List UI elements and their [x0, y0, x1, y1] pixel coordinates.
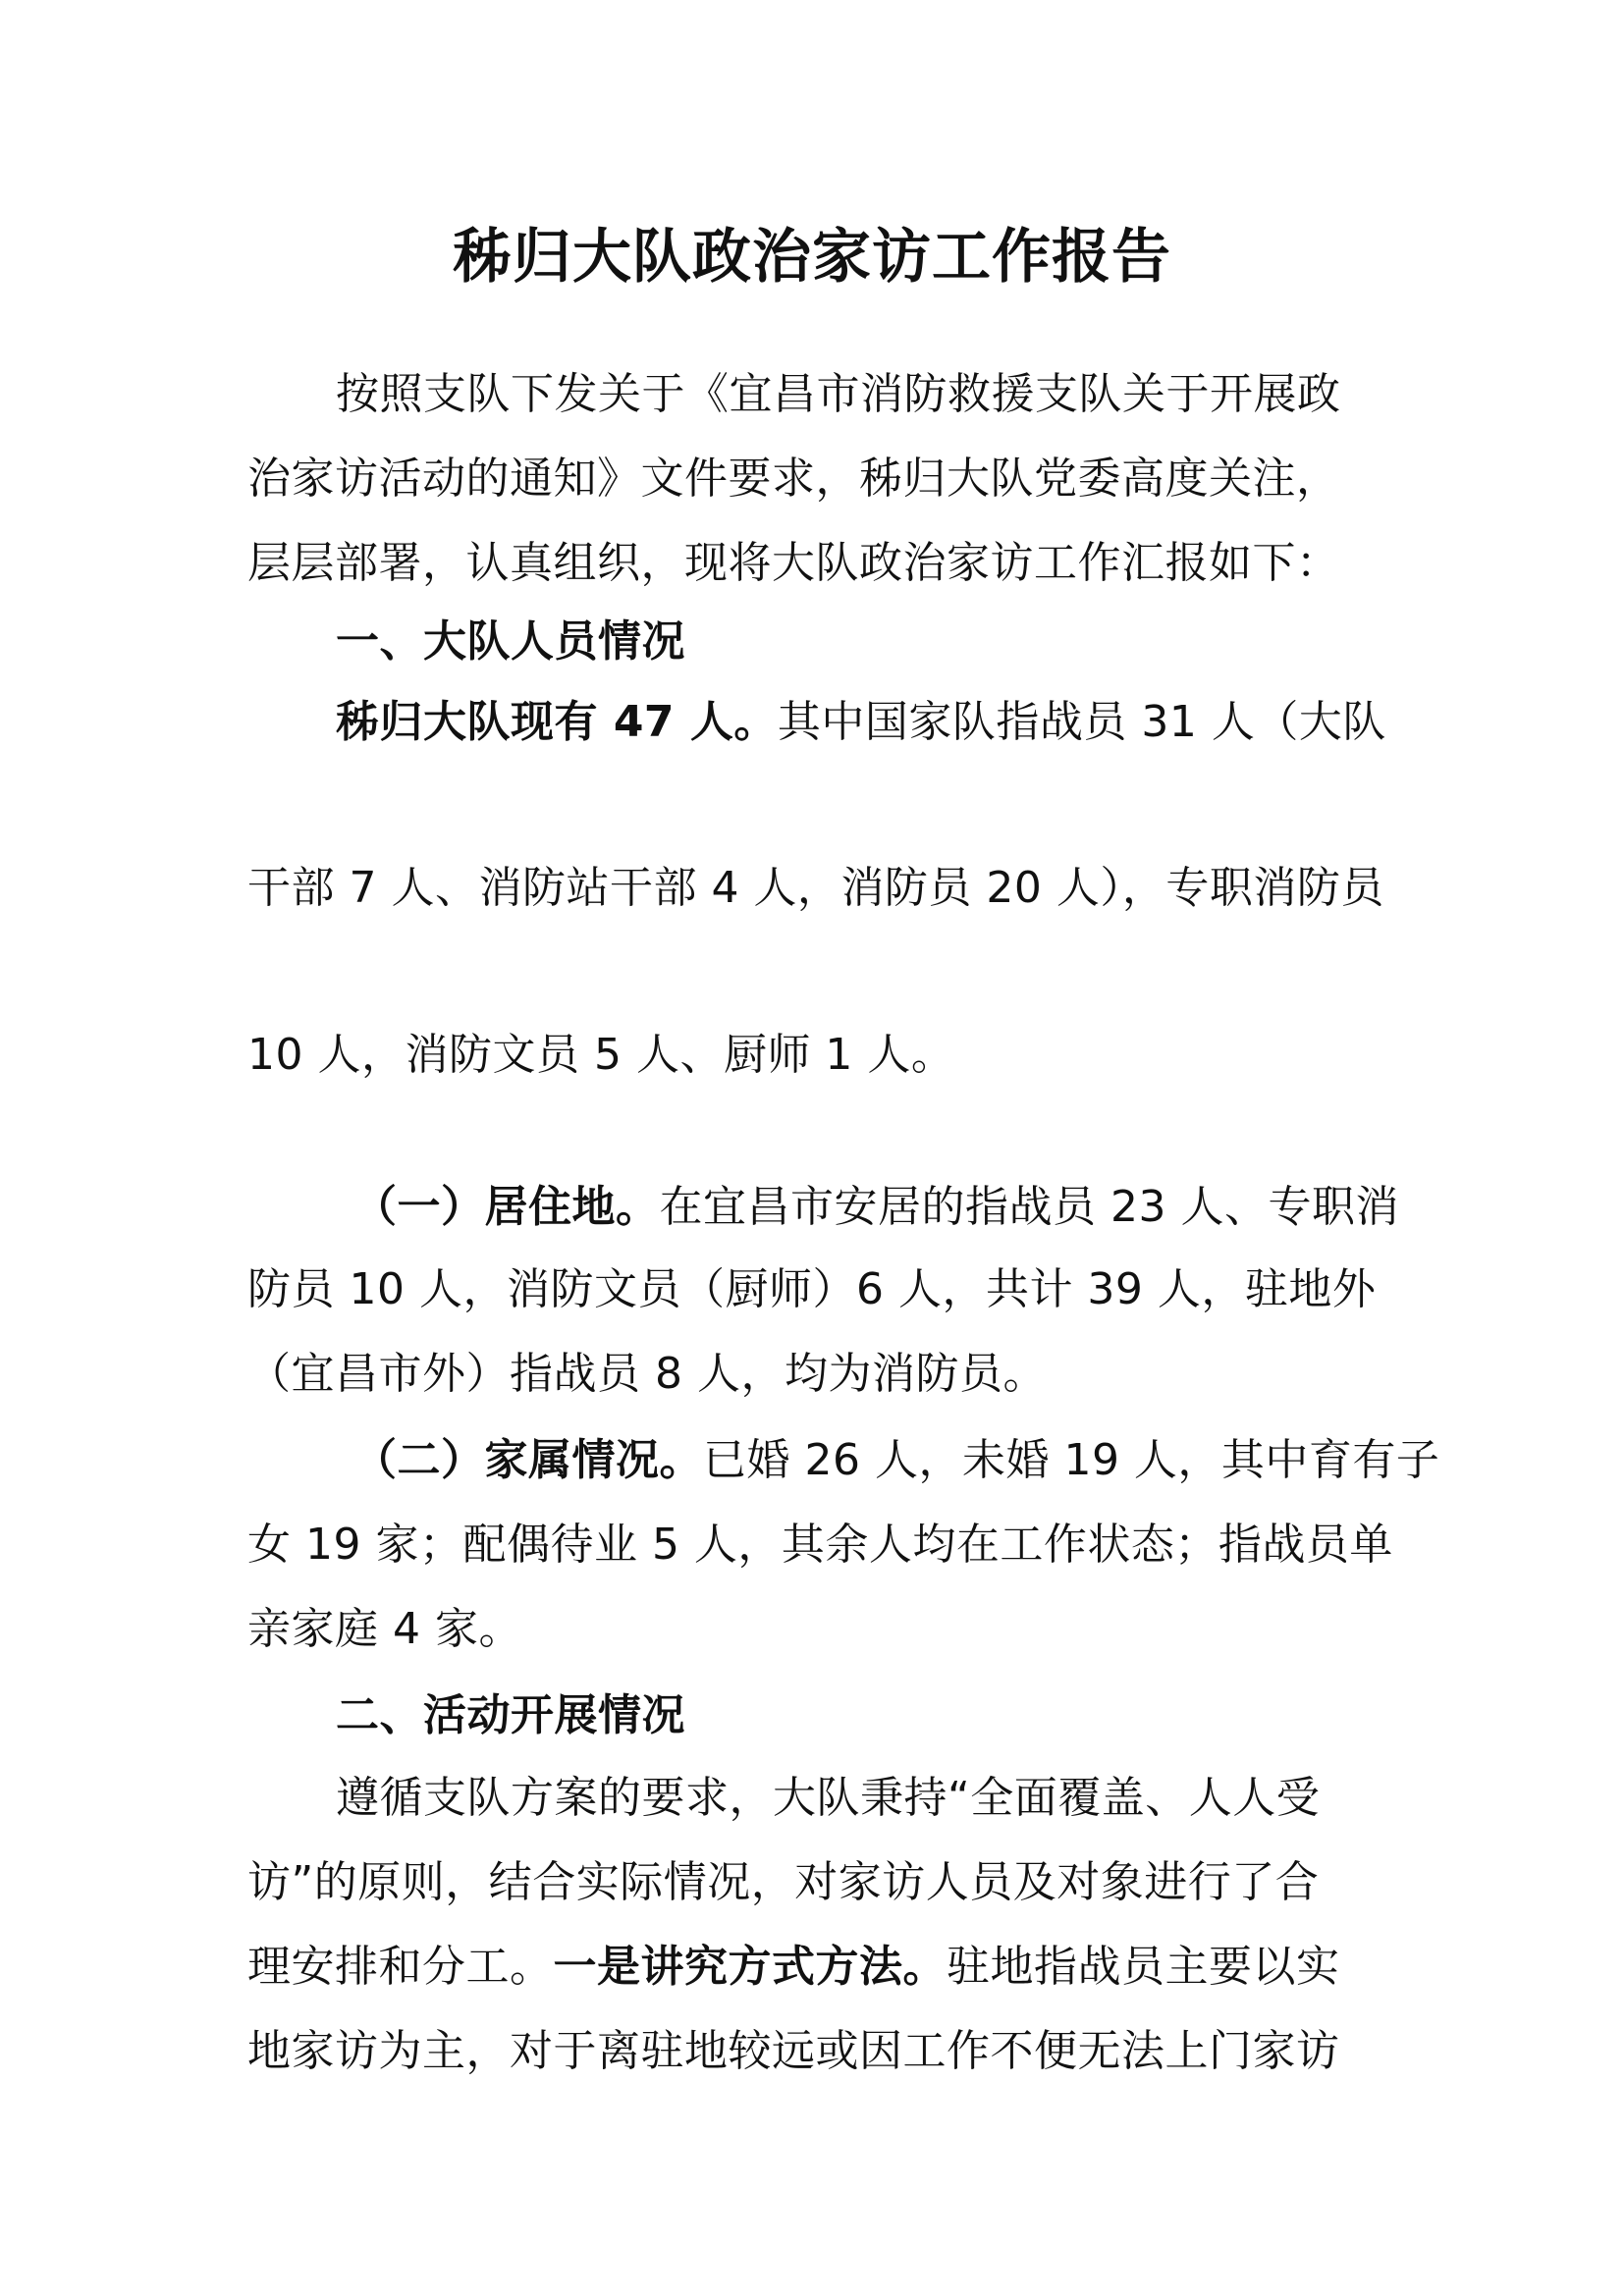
section-2-heading: 二、活动开展情况 — [336, 1690, 685, 1740]
activity-line-2: 访”的原则，结合实际情况，对家访人员及对象进行了合 — [247, 1857, 1320, 1907]
activity-line-3-text-a: 理安排和分工。 — [247, 1942, 554, 1992]
family-line-3: 亲家庭 4 家。 — [247, 1604, 522, 1654]
method-emphasis: 一是讲究方式方法。 — [553, 1942, 947, 1992]
family-line-2: 女 19 家；配偶待业 5 人，其余人均在工作状态；指战员单 — [247, 1520, 1393, 1570]
activity-line-4: 地家访为主，对于离驻地较远或因工作不便无法上门家访 — [247, 2026, 1340, 2076]
activity-line-3 — [247, 1938, 1340, 1997]
family-line-1-text: 已婚 26 人，未婚 19 人，其中育有子 — [703, 1435, 1440, 1485]
document-title: 秭归大队政治家访工作报告 — [453, 223, 1171, 292]
residence-line-1-text: 在宜昌市安居的指战员 23 人、专职消 — [659, 1182, 1399, 1232]
intro-line-1: 按照支队下发关于《宜昌市消防救援支队关于开展政 — [336, 369, 1341, 419]
intro-line-3: 层层部署，认真组织，现将大队政治家访工作汇报如下： — [247, 538, 1340, 588]
staff-paragraph-line-2: 干部 7 人、消防站干部 4 人，消防员 20 人），专职消防员 — [247, 863, 1384, 913]
family-line-1 — [353, 1431, 1439, 1490]
residence-line-3: （宜昌市外）指战员 8 人，均为消防员。 — [247, 1349, 1047, 1399]
family-label: （二）家属情况。 — [353, 1435, 703, 1485]
residence-line-2: 防员 10 人，消防文员（厨师）6 人，共计 39 人，驻地外 — [247, 1264, 1377, 1314]
residence-label: （一）居住地。 — [353, 1182, 660, 1232]
intro-line-2: 治家访活动的通知》文件要求，秭归大队党委高度关注， — [247, 454, 1340, 504]
staff-paragraph-line-1 — [336, 693, 1386, 752]
staff-line-1-text: 其中国家队指战员 31 人（大队 — [777, 697, 1386, 747]
activity-line-3-text-b: 驻地指战员主要以实 — [947, 1942, 1340, 1992]
section-1-heading: 一、大队人员情况 — [336, 616, 685, 667]
residence-line-1 — [353, 1178, 1399, 1237]
staff-paragraph-line-3: 10 人，消防文员 5 人、厨师 1 人。 — [247, 1030, 955, 1080]
activity-line-1: 遵循支队方案的要求，大队秉持“全面覆盖、人人受 — [336, 1773, 1321, 1823]
staff-total-bold: 秭归大队现有 47 人。 — [336, 697, 778, 747]
